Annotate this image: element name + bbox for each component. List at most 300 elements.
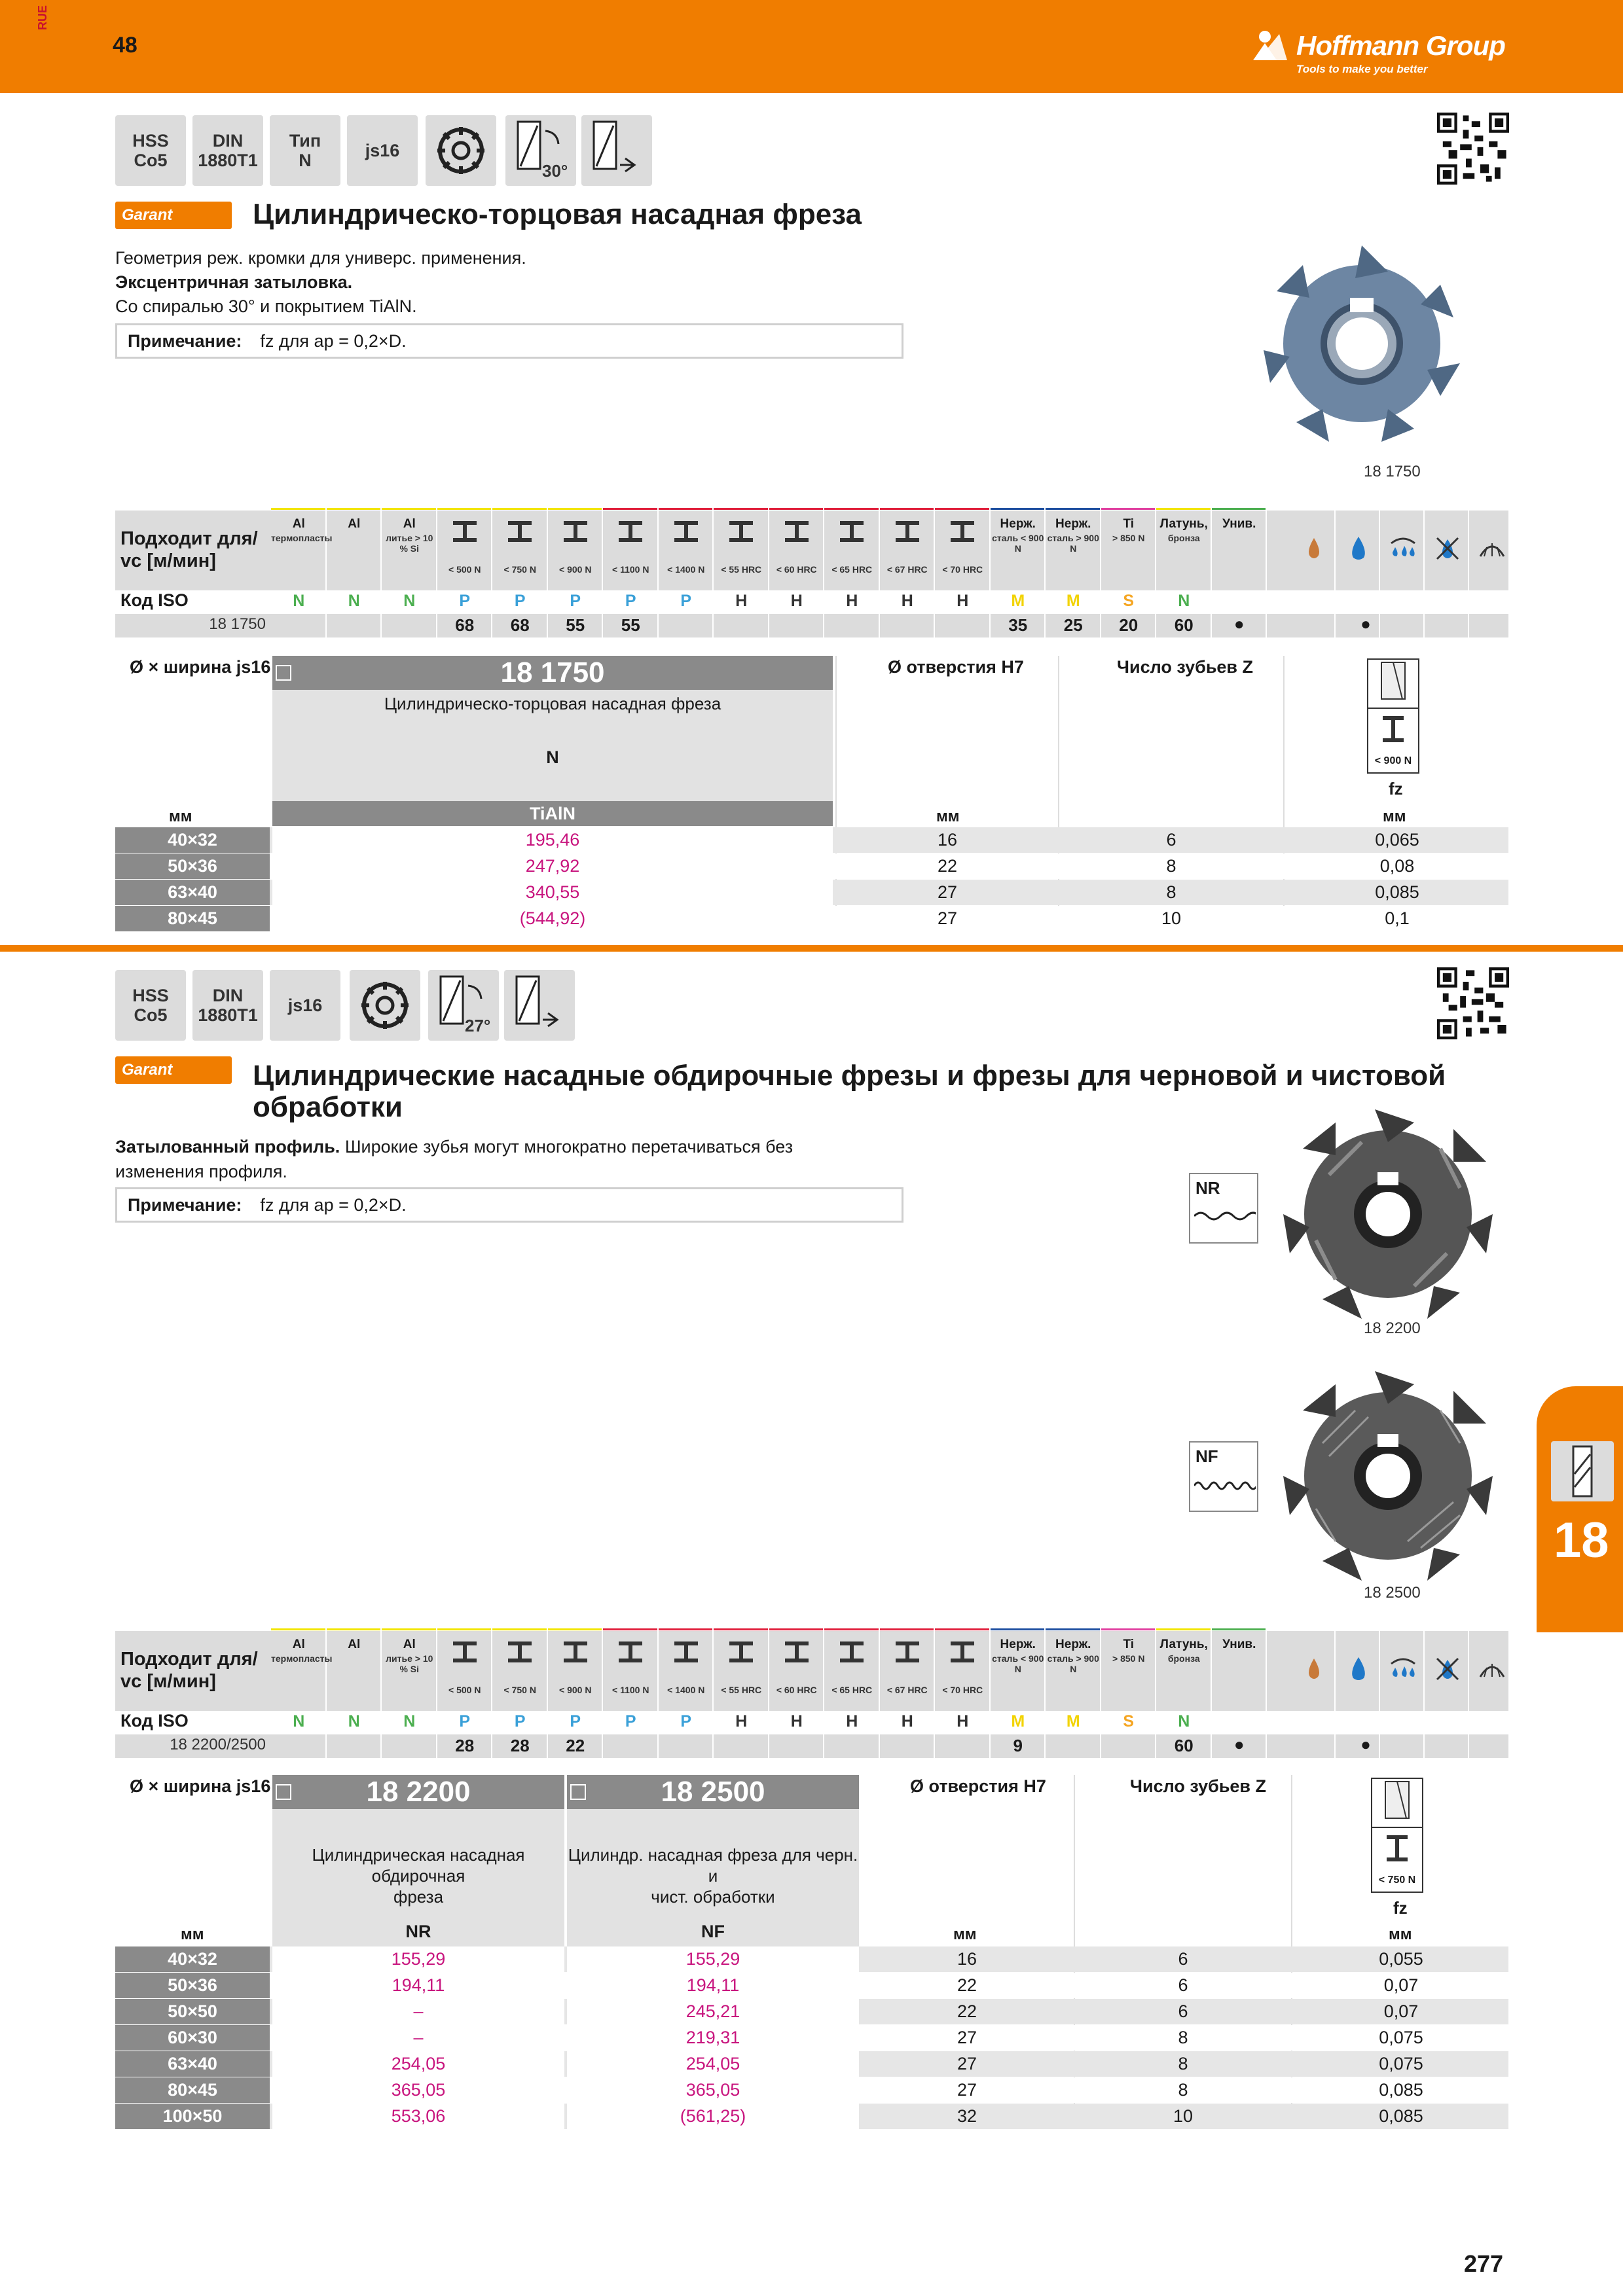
- material-head: Al: [292, 517, 305, 531]
- steel-beam-icon: [1368, 660, 1418, 751]
- price-cell[interactable]: 247,92: [272, 853, 833, 879]
- column-separator: [934, 511, 935, 639]
- column-separator: [712, 1631, 714, 1759]
- material-subhead: < 750 N: [503, 1685, 536, 1695]
- s2-desc-bold: Затылованный профиль.: [115, 1137, 340, 1157]
- chapter-number: 18: [1554, 1513, 1609, 1568]
- bore-cell: 27: [937, 882, 958, 902]
- oil-drop-icon: [1299, 1655, 1329, 1683]
- s2-title-line1: Цилиндрические насадные обдирочные фрезы и фрезы для черновой и чистовой: [253, 1060, 1446, 1092]
- bore-cell: 27: [957, 2054, 977, 2073]
- material-subhead: < 60 HRC: [776, 1685, 817, 1695]
- column-separator: [657, 1631, 659, 1759]
- material-head: Латунь,: [1159, 1638, 1208, 1651]
- spec-tile: [115, 970, 186, 1041]
- iso-code: H: [901, 1712, 913, 1731]
- s1-garant-text: Garant: [122, 206, 173, 224]
- table-row: [115, 2025, 1508, 2051]
- material-subhead: < 55 HRC: [721, 564, 762, 575]
- nf-profile-wave-icon: [1194, 1477, 1256, 1496]
- bore-cell: 27: [937, 908, 958, 928]
- column-separator: [1423, 1631, 1425, 1759]
- steel-beam-icon: [672, 518, 701, 545]
- steel-beam-icon: [948, 1639, 977, 1665]
- s2-cart-icon-1[interactable]: [276, 1784, 291, 1800]
- iso-code: M: [1011, 592, 1025, 610]
- s2-cutting-direction-tile: [504, 970, 575, 1041]
- material-color-band: [1212, 1628, 1266, 1630]
- material-head: Ti: [1123, 1638, 1135, 1651]
- material-color-band: [492, 508, 547, 510]
- iso-label: Код ISO: [120, 590, 189, 610]
- column-separator: [879, 1631, 880, 1759]
- column-separator: [1512, 1631, 1514, 1759]
- material-subhead: < 1100 N: [612, 564, 649, 575]
- section1-qr-code-icon[interactable]: [1437, 113, 1509, 185]
- material-subhead: < 70 HRC: [942, 564, 983, 575]
- teeth-cell: 6: [1178, 1949, 1188, 1969]
- fz-cell: 0,07: [1383, 2001, 1419, 2021]
- row-code-label: 18 1750: [209, 615, 266, 633]
- material-color-band: [1101, 508, 1156, 510]
- material-head: Унив.: [1222, 517, 1256, 531]
- s1-fz-material-icon: [1367, 658, 1419, 774]
- price-cell-182500[interactable]: (561,25): [567, 2104, 859, 2129]
- column-separator: [1468, 511, 1469, 639]
- dimension-cell: 80×45: [115, 906, 270, 931]
- dimension-cell: 40×32: [115, 1946, 270, 1972]
- material-color-band: [769, 1628, 824, 1630]
- iso-label: Код ISO: [120, 1711, 189, 1731]
- s2-image-caption-1: 18 2200: [1364, 1319, 1421, 1337]
- s2-desc-line1: [115, 1135, 793, 1159]
- material-head: Al: [403, 1638, 416, 1651]
- dimension-cell: 100×50: [115, 2104, 270, 2129]
- price-cell-182200[interactable]: 194,11: [272, 1973, 564, 1998]
- material-color-band: [935, 508, 989, 510]
- s1-title: Цилиндрическо-торцовая насадная фреза: [253, 198, 862, 230]
- s2-note-label: Примечание:: [128, 1194, 242, 1215]
- material-color-band: [880, 1628, 934, 1630]
- s2-product1-name-line2: фреза: [393, 1887, 444, 1907]
- material-color-band: [437, 508, 492, 510]
- material-subhead: > 850 N: [1112, 533, 1145, 543]
- nr-label: NR: [1195, 1178, 1220, 1198]
- s2-note-box: [115, 1187, 903, 1223]
- s1-product-image: [1264, 242, 1460, 452]
- s2-product2-type: NF: [701, 1922, 725, 1941]
- mist-icon: [1388, 534, 1418, 563]
- s1-product-name: Цилиндрическо-торцовая насадная фреза: [384, 694, 721, 713]
- s1-fz-unit: мм: [1383, 808, 1406, 825]
- iso-code: S: [1123, 592, 1135, 610]
- cutting-speed-value: 20: [1119, 615, 1139, 635]
- brand-name: Hoffmann Group: [1296, 30, 1505, 61]
- iso-code: N: [403, 592, 416, 610]
- s1-cart-icon[interactable]: [276, 665, 291, 681]
- section2-qr-code-icon[interactable]: [1437, 967, 1509, 1039]
- s1-desc-1: Геометрия реж. кромки для универс. применения.: [115, 248, 526, 268]
- steel-beam-icon: [727, 518, 756, 545]
- iso-code: P: [570, 592, 581, 610]
- material-color-band: [327, 508, 381, 510]
- material-subhead: сталь > 900 N: [1047, 533, 1099, 554]
- values-row-bg: [115, 614, 1508, 637]
- steel-beam-icon: [837, 518, 866, 545]
- s2-cart-icon-2[interactable]: [570, 1784, 586, 1800]
- spec-tile-line2: N: [299, 151, 312, 170]
- iso-code: P: [625, 1712, 636, 1731]
- end-mill-icon: [1551, 1441, 1614, 1501]
- mist-icon: [1388, 1655, 1418, 1683]
- s2-product1-type: NR: [405, 1922, 431, 1941]
- s2-product-table: [115, 1775, 1508, 2128]
- steel-beam-icon: [782, 518, 811, 545]
- bore-cell: 22: [957, 2001, 977, 2021]
- s2-dim-unit: мм: [181, 1926, 204, 1943]
- column-separator: [712, 511, 714, 639]
- page-number-top: 48: [113, 33, 137, 58]
- material-color-band: [880, 508, 934, 510]
- iso-code: S: [1123, 1712, 1135, 1731]
- s2-product1-code: 18 2200: [366, 1776, 471, 1808]
- iso-code: N: [348, 1712, 360, 1731]
- iso-code: P: [570, 1712, 581, 1731]
- cutting-speed-value: 60: [1174, 1736, 1194, 1755]
- price-cell-182500[interactable]: 245,21: [567, 1999, 859, 2024]
- iso-code: M: [1011, 1712, 1025, 1731]
- dimension-cell: 60×30: [115, 2025, 270, 2051]
- iso-code: H: [846, 1712, 858, 1731]
- material-color-band: [659, 508, 713, 510]
- material-color-band: [548, 508, 602, 510]
- material-head: Нерж.: [1000, 1638, 1036, 1651]
- dimension-cell: 63×40: [115, 2051, 270, 2077]
- cutting-speed-value: 68: [455, 615, 475, 635]
- fz-cell: 0,085: [1379, 2080, 1423, 2100]
- values-row-bg: [115, 1734, 1508, 1758]
- bore-cell: 32: [957, 2106, 977, 2126]
- s1-note-text: fz для ap = 0,2×D.: [260, 331, 407, 351]
- material-head: Нерж.: [1055, 1638, 1091, 1651]
- steel-beam-icon: [727, 1639, 756, 1665]
- table-row: [115, 2104, 1508, 2129]
- cutting-speed-value: 60: [1174, 615, 1194, 635]
- material-color-band: [1156, 508, 1211, 510]
- material-subhead: < 500 N: [448, 1685, 481, 1695]
- cutting-direction-icon: [510, 973, 569, 1038]
- iso-code: P: [514, 592, 526, 610]
- brand-tagline: Tools to make you better: [1296, 63, 1428, 75]
- s1-dim-unit: мм: [169, 808, 192, 825]
- price-cell-182500[interactable]: 194,11: [567, 1973, 859, 1998]
- price-cell-182500[interactable]: 254,05: [567, 2051, 859, 2077]
- iso-code: M: [1066, 1712, 1080, 1731]
- column-separator: [1334, 1631, 1336, 1759]
- material-color-band: [769, 508, 824, 510]
- s1-garant-badge: [115, 202, 232, 229]
- spec-tile-line2: 1880T1: [198, 151, 258, 170]
- s1-suitability-table: [115, 511, 1508, 639]
- material-color-band: [382, 508, 436, 510]
- price-cell-182200[interactable]: 254,05: [272, 2051, 564, 2077]
- iso-code: P: [514, 1712, 526, 1731]
- material-color-band: [1046, 508, 1100, 510]
- dimension-cell: 80×45: [115, 2077, 270, 2103]
- air-icon: [1477, 1655, 1507, 1683]
- material-color-band: [603, 508, 657, 510]
- price-cell-182200[interactable]: 553,06: [272, 2104, 564, 2129]
- s2-product2-code: 18 2500: [661, 1776, 765, 1808]
- s2-product1-code-header: [272, 1775, 564, 1809]
- column-separator: [768, 511, 769, 639]
- fz-cell: 0,08: [1379, 856, 1415, 876]
- dimension-cell: 40×32: [115, 827, 270, 853]
- material-subhead: бронза: [1167, 1653, 1200, 1664]
- bore-cell: 16: [937, 830, 958, 850]
- steel-beam-icon: [837, 1639, 866, 1665]
- s1-note-label: Примечание:: [128, 331, 242, 351]
- material-color-band: [327, 1628, 381, 1630]
- nf-profile-badge: [1189, 1441, 1258, 1512]
- spec-tile-line1: HSS: [132, 986, 169, 1005]
- s2-product2-name: [567, 1844, 859, 1907]
- bore-cell: 27: [957, 2080, 977, 2100]
- s1-bore-unit: мм: [936, 808, 960, 825]
- s1-image-caption: 18 1750: [1364, 463, 1421, 480]
- s2-cutter-type-tile: [350, 970, 420, 1041]
- steel-beam-icon: [672, 1639, 701, 1665]
- teeth-cell: 8: [1178, 2028, 1188, 2047]
- iso-code: N: [1178, 1712, 1190, 1731]
- air-icon: [1477, 534, 1507, 563]
- s2-desc-line2: изменения профиля.: [115, 1162, 287, 1181]
- material-head: Ti: [1123, 517, 1135, 531]
- price-cell[interactable]: 195,46: [272, 827, 833, 853]
- suitability-label-line2: vc [м/мин]: [120, 1671, 216, 1692]
- steel-beam-icon: [561, 1639, 590, 1665]
- material-subhead: термопласты: [271, 1653, 333, 1664]
- iso-code: H: [735, 1712, 748, 1731]
- price-cell[interactable]: 340,55: [272, 880, 833, 905]
- price-cell-182500[interactable]: 155,29: [567, 1946, 859, 1972]
- teeth-cell: 8: [1178, 2080, 1188, 2100]
- suitability-label: [120, 528, 258, 572]
- table-row: [115, 1946, 1508, 1972]
- s1-col-bore: Ø отверстия H7: [888, 657, 1024, 677]
- dimension-cell: 63×40: [115, 880, 270, 905]
- price-cell-182200[interactable]: –: [272, 2025, 564, 2051]
- iso-code: N: [293, 592, 305, 610]
- spec-tile-line1: Тип: [289, 131, 321, 151]
- spec-tile: [115, 115, 186, 186]
- material-color-band: [603, 1628, 657, 1630]
- iso-code: P: [459, 592, 471, 610]
- dimension-cell: 50×50: [115, 1999, 270, 2024]
- s2-bore-unit: мм: [953, 1926, 977, 1943]
- iso-code: H: [735, 592, 748, 610]
- bore-cell: 16: [957, 1949, 977, 1969]
- material-subhead: < 67 HRC: [886, 564, 928, 575]
- s1-desc-3: Со спиралью 30° и покрытием TiAlN.: [115, 296, 417, 316]
- price-cell-182500[interactable]: 219,31: [567, 2025, 859, 2051]
- price-cell[interactable]: (544,92): [272, 906, 833, 931]
- material-color-band: [271, 1628, 325, 1630]
- steel-beam-icon: [1372, 1779, 1422, 1871]
- fz-cell: 0,075: [1379, 2028, 1423, 2047]
- price-cell-182200[interactable]: 365,05: [272, 2077, 564, 2103]
- material-color-band: [437, 1628, 492, 1630]
- teeth-cell: 6: [1178, 1975, 1188, 1995]
- s2-desc-rest: Широкие зубья могут многократно перетачиваться без: [340, 1137, 793, 1157]
- steel-beam-icon: [561, 518, 590, 545]
- material-head: Унив.: [1222, 1638, 1256, 1651]
- steel-beam-icon: [450, 518, 479, 545]
- water-drop-icon: [1343, 1655, 1374, 1683]
- cutting-speed-value: 68: [510, 615, 530, 635]
- suitability-label-line2: vc [м/мин]: [120, 550, 216, 571]
- material-color-band: [271, 508, 325, 510]
- table-row: [115, 853, 1508, 879]
- spec-tile: [270, 115, 340, 186]
- s2-product-image-nf: [1270, 1368, 1506, 1584]
- teeth-cell: 8: [1178, 2054, 1188, 2073]
- row-code-label: 18 2200/2500: [170, 1736, 266, 1753]
- s2-product2-name-line1: Цилиндр. насадная фреза для черн. и: [568, 1845, 858, 1886]
- column-separator: [823, 511, 824, 639]
- cooling-dot: ●: [1360, 614, 1371, 634]
- steel-beam-icon: [505, 1639, 534, 1665]
- material-subhead: < 67 HRC: [886, 1685, 928, 1695]
- steel-beam-icon: [616, 1639, 645, 1665]
- s1-product-code-header: [272, 656, 833, 690]
- material-color-band: [991, 508, 1045, 510]
- material-subhead: < 70 HRC: [942, 1685, 983, 1695]
- spec-tile-line2: Co5: [134, 151, 168, 170]
- iso-code: H: [957, 592, 969, 610]
- fz-cell: 0,055: [1379, 1949, 1423, 1969]
- page-number-bottom: 277: [1464, 2250, 1504, 2277]
- spec-tile: [192, 970, 263, 1041]
- column-separator: [1468, 1631, 1469, 1759]
- material-color-band: [824, 508, 879, 510]
- fz-cell: 0,085: [1379, 2106, 1423, 2126]
- material-color-band: [991, 1628, 1045, 1630]
- material-head: Al: [348, 517, 361, 531]
- cooling-dot: ●: [1360, 1734, 1371, 1754]
- s2-product-image-nr: [1270, 1106, 1506, 1322]
- iso-code: N: [348, 592, 360, 610]
- brand-logo[interactable]: [1244, 26, 1519, 79]
- s1-product-code: 18 1750: [500, 656, 605, 689]
- material-subhead: бронза: [1167, 533, 1200, 543]
- material-subhead: < 1400 N: [667, 564, 705, 575]
- table-row: [115, 1999, 1508, 2024]
- price-cell-182200[interactable]: –: [272, 1999, 564, 2024]
- teeth-cell: 8: [1166, 856, 1176, 876]
- s1-coating: TiAlN: [272, 801, 833, 826]
- suitability-label: [120, 1648, 258, 1693]
- s2-product1-name: [272, 1844, 564, 1907]
- table-row: [115, 827, 1508, 853]
- material-subhead: < 900 N: [559, 564, 592, 575]
- steel-beam-icon: [616, 518, 645, 545]
- teeth-cell: 8: [1166, 882, 1176, 902]
- material-head: Al: [403, 517, 416, 531]
- material-head: Al: [292, 1638, 305, 1651]
- steel-beam-icon: [782, 1639, 811, 1665]
- dry-icon: [1432, 1655, 1463, 1683]
- material-head: Нерж.: [1000, 517, 1036, 531]
- steel-beam-icon: [893, 1639, 922, 1665]
- language-code: RUE: [36, 5, 49, 30]
- s2-image-caption-2: 18 2500: [1364, 1584, 1421, 1602]
- material-subhead: < 60 HRC: [776, 564, 817, 575]
- s2-product2-name-line2: чист. обработки: [651, 1887, 775, 1907]
- s2-note-text: fz для ap = 0,2×D.: [260, 1194, 407, 1215]
- spec-tile-line2: 1880T1: [198, 1005, 258, 1025]
- iso-code: N: [293, 1712, 305, 1731]
- iso-code: M: [1066, 592, 1080, 610]
- iso-code: P: [459, 1712, 471, 1731]
- s2-title-line2: обработки: [253, 1091, 403, 1123]
- spec-tile: [347, 115, 418, 186]
- material-color-band: [548, 1628, 602, 1630]
- suitability-label-line1: Подходит для/: [120, 1649, 258, 1670]
- nr-profile-badge: [1189, 1173, 1258, 1244]
- material-color-band: [935, 1628, 989, 1630]
- material-subhead: < 1100 N: [612, 1685, 649, 1695]
- material-subhead: литье > 10 % Si: [386, 533, 433, 554]
- s1-note-box: [115, 323, 903, 359]
- teeth-cell: 10: [1161, 908, 1182, 928]
- s1-desc-2: Эксцентричная затыловка.: [115, 272, 353, 292]
- iso-code: N: [403, 1712, 416, 1731]
- cutting-speed-value: 22: [566, 1736, 585, 1755]
- s2-fz-material-icon: [1371, 1778, 1423, 1893]
- spec-tile-line2: Co5: [134, 1005, 168, 1025]
- spec-tile-line1: DIN: [212, 131, 244, 151]
- section-divider: [0, 945, 1623, 952]
- cutting-speed-value: 28: [510, 1736, 530, 1755]
- cutting-speed-value: 25: [1063, 615, 1083, 635]
- cutting-speed-value: 28: [455, 1736, 475, 1755]
- dimension-cell: 50×36: [115, 853, 270, 879]
- spec-tile-line1: js16: [365, 141, 400, 160]
- face-milling-cutter-icon: [359, 979, 411, 1031]
- material-subhead: < 55 HRC: [721, 1685, 762, 1695]
- material-head: Нерж.: [1055, 517, 1091, 531]
- s1-col-dim-head: Ø × ширина js16: [130, 657, 271, 677]
- price-cell-182500[interactable]: 365,05: [567, 2077, 859, 2103]
- bore-cell: 22: [957, 1975, 977, 1995]
- chapter-tab[interactable]: [1537, 1386, 1623, 1632]
- column-separator: [823, 1631, 824, 1759]
- s2-product1-name-line1: Цилиндрическая насадная обдирочная: [312, 1845, 525, 1886]
- cutting-speed-value: 35: [1008, 615, 1028, 635]
- material-color-band: [1046, 1628, 1100, 1630]
- teeth-cell: 10: [1173, 2106, 1194, 2126]
- s1-cutter-type-tile: [426, 115, 496, 186]
- price-cell-182200[interactable]: 155,29: [272, 1946, 564, 1972]
- material-subhead: > 850 N: [1112, 1653, 1145, 1664]
- s2-col-fz: fz: [1393, 1898, 1408, 1918]
- steel-beam-icon: [505, 518, 534, 545]
- oil-drop-icon: [1299, 534, 1329, 563]
- s1-angle-label: 30°: [542, 161, 568, 181]
- s1-cutting-direction-tile: [581, 115, 652, 186]
- s1-product-type: N: [546, 747, 559, 767]
